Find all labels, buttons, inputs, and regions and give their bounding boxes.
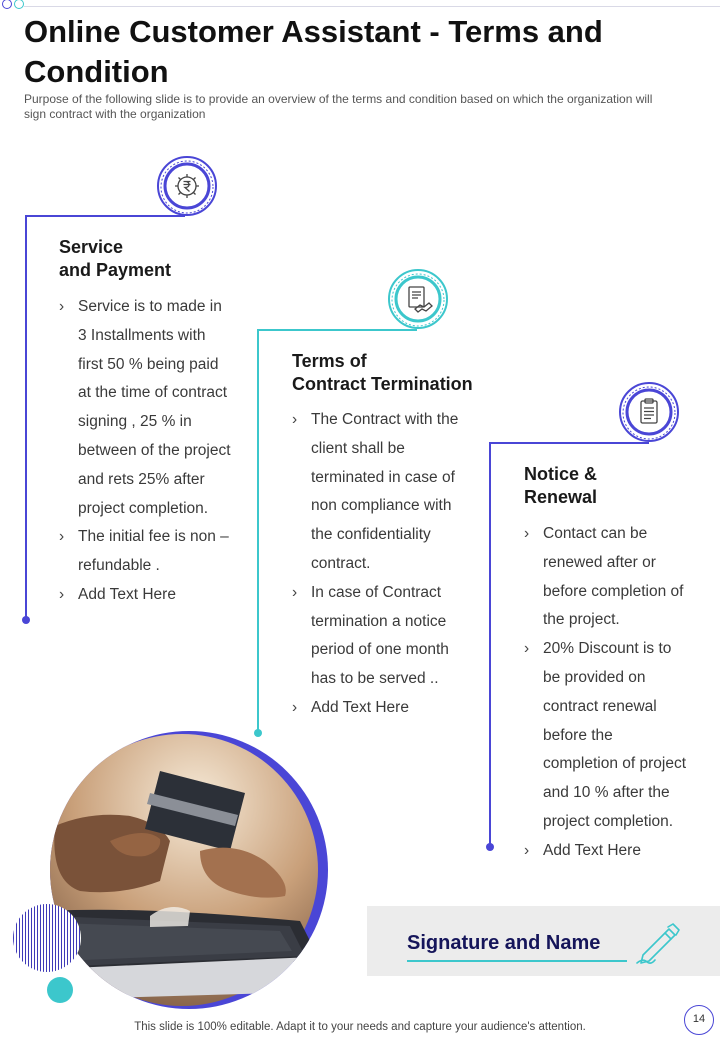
corner-circle-teal — [14, 0, 24, 9]
page-title: Online Customer Assistant - Terms and Condition — [24, 14, 603, 89]
list-item — [524, 520, 692, 635]
list-item — [524, 837, 692, 866]
list-item-text: Add Text Here — [78, 585, 176, 603]
list-item — [292, 694, 470, 723]
connector-line-2-vertical — [257, 329, 259, 733]
footer-note: This slide is 100% editable. Adapt it to your needs and capture your audience's attention. — [134, 1021, 586, 1033]
list-item — [292, 579, 470, 694]
list-item — [292, 406, 470, 579]
service-payment-list — [59, 293, 234, 610]
column-heading-contract-termination — [292, 350, 502, 396]
signature-box — [367, 906, 720, 976]
heading-line: Contract Termination — [292, 374, 473, 394]
top-divider — [24, 6, 720, 7]
list-item-text: Service is to made in 3 Installments with first 50 % being paid at the time of contract signing , 25 % in between of the project and rets 25% after project completion. — [78, 298, 231, 517]
chevron-right-icon: › — [524, 841, 530, 859]
notice-renewal-list — [524, 520, 692, 866]
chevron-right-icon: › — [524, 640, 530, 658]
clipboard-icon — [619, 382, 679, 442]
list-item-text: The initial fee is non – refundable . — [78, 528, 229, 575]
connector-line-2 — [257, 329, 417, 331]
heading-line: Service — [59, 237, 124, 257]
contract-termination-list — [292, 406, 470, 723]
chevron-right-icon: › — [292, 583, 298, 601]
connector-line-3 — [489, 442, 649, 444]
teal-decor-dot — [47, 977, 73, 1003]
striped-decor-circle — [13, 904, 81, 972]
heading-line: and Payment — [59, 260, 172, 280]
contract-handshake-icon — [388, 269, 448, 329]
chevron-right-icon: › — [59, 528, 65, 546]
list-item-text: Contact can be renewed after or before completion of the project. — [543, 525, 684, 629]
column-heading-notice-renewal — [524, 463, 704, 509]
list-item — [59, 523, 234, 581]
list-item-text: In case of Contract termination a notice period of one month has to be served .. — [311, 583, 449, 688]
chevron-right-icon: › — [59, 298, 65, 315]
signature-label: Signature and Name — [407, 932, 601, 954]
credit-card-laptop-photo — [50, 731, 328, 1009]
heading-line: Renewal — [524, 487, 598, 507]
connector-line-3-vertical — [489, 442, 491, 846]
signature-underline — [407, 960, 627, 962]
payment-photo-circle — [50, 731, 328, 1009]
connector-end-dot-3 — [486, 843, 494, 851]
list-item-text: Add Text Here — [543, 841, 641, 859]
list-item — [59, 293, 234, 523]
connector-line-1-vertical — [25, 215, 27, 620]
page-subtitle: Purpose of the following slide is to provide an overview of the terms and condition based on which the organization will sign contract with the organization — [24, 92, 653, 121]
chevron-right-icon: › — [59, 585, 65, 603]
heading-line: Notice & — [524, 464, 598, 484]
heading-line: Terms of — [292, 351, 367, 371]
rupee-gear-icon — [157, 156, 217, 216]
column-heading-service-payment — [59, 236, 249, 282]
list-item-text: The Contract with the client shall be terminated in case of non compliance with the confidentiality contract. — [311, 411, 459, 572]
pen-icon — [635, 922, 681, 964]
list-item — [59, 581, 234, 610]
chevron-right-icon: › — [292, 698, 298, 716]
list-item-text: Add Text Here — [311, 698, 409, 716]
list-item — [524, 635, 692, 837]
connector-end-dot-1 — [22, 616, 30, 624]
list-item-text: 20% Discount is to be provided on contract renewal before the completion of project and 10 % after the project completion. — [543, 640, 687, 830]
page-number: 14 — [684, 1005, 714, 1035]
chevron-right-icon: › — [524, 525, 530, 542]
chevron-right-icon: › — [292, 411, 298, 428]
corner-circle-purple — [2, 0, 12, 9]
